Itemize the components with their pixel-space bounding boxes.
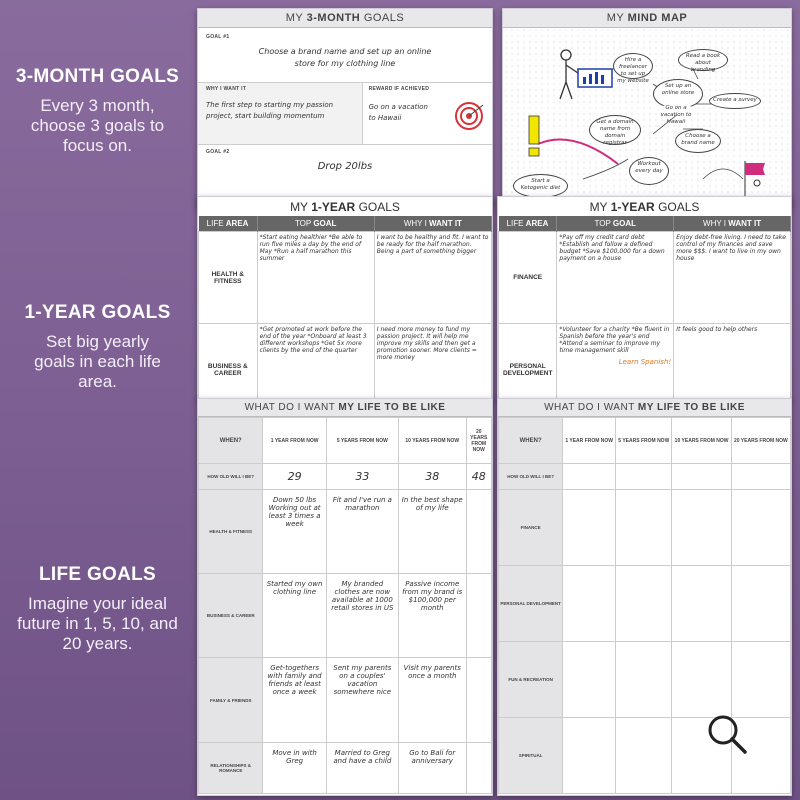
row-label: FINANCE — [499, 490, 563, 566]
column-header: TOP GOAL — [557, 216, 674, 232]
year-header: 20 YEARS FROM NOW — [731, 418, 790, 464]
table-row — [499, 464, 791, 490]
age-label: HOW OLD WILL I BE? — [499, 464, 563, 490]
life-area-label: BUSINESS & CAREER — [199, 324, 258, 402]
goal1-section — [198, 28, 492, 76]
goal-cell — [672, 490, 731, 566]
sidebar-title: 1-YEAR GOALS — [24, 302, 171, 323]
one-year-goals-page-left — [197, 196, 493, 401]
age-cell: 48 — [466, 464, 491, 490]
exclamation-icon — [525, 114, 549, 159]
goal-cell — [616, 490, 672, 566]
life-area-label: HEALTH & FITNESS — [199, 232, 258, 324]
sidebar-section-3month — [0, 66, 195, 156]
row-label: PERSONAL DEVELOPMENT — [499, 566, 563, 642]
row-label: SPIRITUAL — [499, 718, 563, 794]
top-goal-text: *Volunteer for a charity *Be fluent in Spanish before the year's end *Attend a seminar to improve my time management skill — [559, 326, 670, 354]
why-cell: It feels good to help others — [674, 324, 791, 402]
row-label: RELATIONSHIPS & ROMANCE — [199, 742, 263, 793]
presenter-icon — [558, 47, 618, 107]
page-title: WHAT DO I WANT MY LIFE TO BE LIKE — [198, 399, 492, 417]
table-row — [199, 324, 492, 402]
row-label: BUSINESS & CAREER — [199, 574, 263, 658]
mind-map-node: Create a survey — [709, 93, 761, 109]
page-title: MY 1-YEAR GOALS — [498, 197, 791, 216]
why-cell: Enjoy debt-free living. I need to take control of my finances and save more $$$. I want to live in my own house — [674, 232, 791, 324]
goal-cell — [563, 718, 616, 794]
goal-cell — [563, 642, 616, 718]
row-label: FUN & RECREATION — [499, 642, 563, 718]
one-year-table — [498, 216, 791, 401]
page-title: MY 3-MONTH GOALS — [198, 9, 492, 28]
mind-map-node: Read a book about branding — [678, 49, 728, 71]
column-header: LIFE AREA — [499, 216, 557, 232]
three-month-goals-page — [197, 8, 493, 208]
year-header: 1 YEAR FROM NOW — [563, 418, 616, 464]
goal-cell: Down 50 lbs Working out at least 3 times a week — [263, 490, 326, 574]
year-header: 5 YEARS FROM NOW — [616, 418, 672, 464]
age-cell — [616, 464, 672, 490]
why-reward-row — [198, 82, 492, 144]
column-header: TOP GOAL — [257, 216, 374, 232]
table-row — [199, 464, 492, 490]
goal2-label: GOAL #2 — [206, 149, 230, 155]
age-cell: 33 — [326, 464, 398, 490]
reward-label: REWARD IF ACHIEVED — [368, 86, 430, 92]
when-label: WHEN? — [199, 418, 263, 464]
why-cell: I need more money to fund my passion project. It will help me improve my skills and then get a promotion sooner. More clients = more money — [374, 324, 491, 402]
goal-cell — [466, 658, 491, 742]
age-cell — [672, 464, 731, 490]
goal2-section — [198, 144, 492, 176]
why-text: The first step to starting my passion project, start building momentum — [206, 101, 334, 120]
one-year-table — [198, 216, 492, 401]
goal-cell — [466, 490, 491, 574]
mind-map-node: Set up an online store — [653, 79, 703, 109]
top-goal-cell: *Pay off my credit card debt *Establish and follow a defined budget *Save $100,000 for a down payment on a house — [557, 232, 674, 324]
goal-cell — [563, 566, 616, 642]
column-header: WHY I WANT IT — [674, 216, 791, 232]
table-row — [499, 490, 791, 566]
table-header — [499, 418, 791, 464]
table-row — [499, 566, 791, 642]
goal1-label: GOAL #1 — [206, 34, 230, 40]
mind-map-node: Workout every day — [629, 157, 669, 185]
goal-cell — [466, 574, 491, 658]
sidebar-section-1year — [0, 302, 195, 392]
table-row — [499, 324, 791, 402]
mind-map-node: Go on a vacation to Hawaii — [653, 105, 699, 115]
mind-map-node: Start a Ketogenic diet — [513, 174, 568, 198]
page-title: MY MIND MAP — [503, 9, 791, 28]
goal-cell — [731, 490, 790, 566]
goal-cell: Go to Bali for anniversary — [398, 742, 466, 793]
year-header: 10 YEARS FROM NOW — [398, 418, 466, 464]
table-row — [199, 742, 492, 793]
table-row — [499, 642, 791, 718]
one-year-goals-page-right — [497, 196, 792, 401]
life-goals-page-left — [197, 398, 493, 796]
age-cell: 29 — [263, 464, 326, 490]
row-label: FAMILY & FRIENDS — [199, 658, 263, 742]
why-cell: I want to be healthy and fit. I want to be ready for the half marathon. Being a part of something bigger — [374, 232, 491, 324]
age-cell — [563, 464, 616, 490]
goal-cell: Sent my parents on a couples' vacation somewhere nice — [326, 658, 398, 742]
sidebar-desc: Set big yearly goals in each life area. — [34, 332, 161, 391]
goal-cell: In the best shape of my life — [398, 490, 466, 574]
age-cell: 38 — [398, 464, 466, 490]
mind-map-page — [502, 8, 792, 208]
target-icon — [454, 101, 484, 131]
table-row — [199, 574, 492, 658]
year-header: 1 YEAR FROM NOW — [263, 418, 326, 464]
mind-map-node: Get a domain name from domain registrar — [589, 115, 641, 145]
sidebar-title: LIFE GOALS — [39, 564, 156, 585]
page-title: MY 1-YEAR GOALS — [198, 197, 492, 216]
column-header: WHY I WANT IT — [374, 216, 491, 232]
row-label: HEALTH & FITNESS — [199, 490, 263, 574]
goal-cell: Get-togethers with family and friends at least once a week — [263, 658, 326, 742]
goal-cell — [731, 566, 790, 642]
table-header — [499, 216, 791, 232]
sidebar-desc: Imagine your ideal future in 1, 5, 10, and 20 years. — [17, 594, 178, 653]
mind-map-node: Hire a freelancer to set up my website — [613, 53, 653, 79]
life-area-label: PERSONAL DEVELOPMENT — [499, 324, 557, 402]
goal2-text: Drop 20lbs — [317, 161, 373, 172]
goal-cell — [616, 566, 672, 642]
goal-cell — [466, 742, 491, 793]
table-row — [199, 232, 492, 324]
reward-box — [363, 83, 492, 144]
goal-cell — [616, 642, 672, 718]
goal-cell: Fit and I've run a marathon — [326, 490, 398, 574]
age-label: HOW OLD WILL I BE? — [199, 464, 263, 490]
life-table — [198, 417, 492, 794]
year-header: 20 YEARS FROM NOW — [466, 418, 491, 464]
sidebar-desc: Every 3 month, choose 3 goals to focus on. — [30, 96, 165, 155]
goal-cell: Visit my parents once a month — [398, 658, 466, 742]
table-row — [199, 658, 492, 742]
table-header — [199, 216, 492, 232]
when-label: WHEN? — [499, 418, 563, 464]
why-label: WHY I WANT IT — [206, 86, 247, 92]
top-goal-cell — [557, 324, 674, 402]
life-area-label: FINANCE — [499, 232, 557, 324]
goal-cell — [672, 566, 731, 642]
table-row — [499, 232, 791, 324]
column-header: LIFE AREA — [199, 216, 258, 232]
year-header: 5 YEARS FROM NOW — [326, 418, 398, 464]
top-goal-cell: *Start eating healthier *Be able to run five miles a day by the end of May *Run a half marathon this summer — [257, 232, 374, 324]
magnifier-icon[interactable] — [705, 712, 749, 756]
goal-cell — [731, 642, 790, 718]
goal-cell: My branded clothes are now available at 1000 retail stores in US — [326, 574, 398, 658]
page-title: WHAT DO I WANT MY LIFE TO BE LIKE — [498, 399, 791, 417]
goal1-text: Choose a brand name and set up an online store for my clothing line — [258, 47, 432, 68]
mind-map-node: Choose a brand name — [675, 129, 721, 153]
goal-cell: Started my own clothing line — [263, 574, 326, 658]
goal-cell: Passive income from my brand is $100,000 per month — [398, 574, 466, 658]
sidebar-section-life — [0, 564, 195, 654]
goal-cell — [616, 718, 672, 794]
year-header: 10 YEARS FROM NOW — [672, 418, 731, 464]
age-cell — [731, 464, 790, 490]
sidebar-title: 3-MONTH GOALS — [15, 66, 180, 87]
goal-cell — [672, 642, 731, 718]
why-box — [198, 83, 363, 144]
table-header — [199, 418, 492, 464]
top-goal-cell: *Get promoted at work before the end of the year *Onboard at least 3 different workshops *Get 5x more clients by the end of the quarter — [257, 324, 374, 402]
footnote: Learn Spanish! — [618, 358, 672, 366]
goal-cell: Move in with Greg — [263, 742, 326, 793]
goal-cell: Married to Greg and have a child — [326, 742, 398, 793]
reward-text: Go on a vacation to Hawaii — [368, 103, 428, 122]
table-row — [199, 490, 492, 574]
goal-cell — [563, 490, 616, 566]
